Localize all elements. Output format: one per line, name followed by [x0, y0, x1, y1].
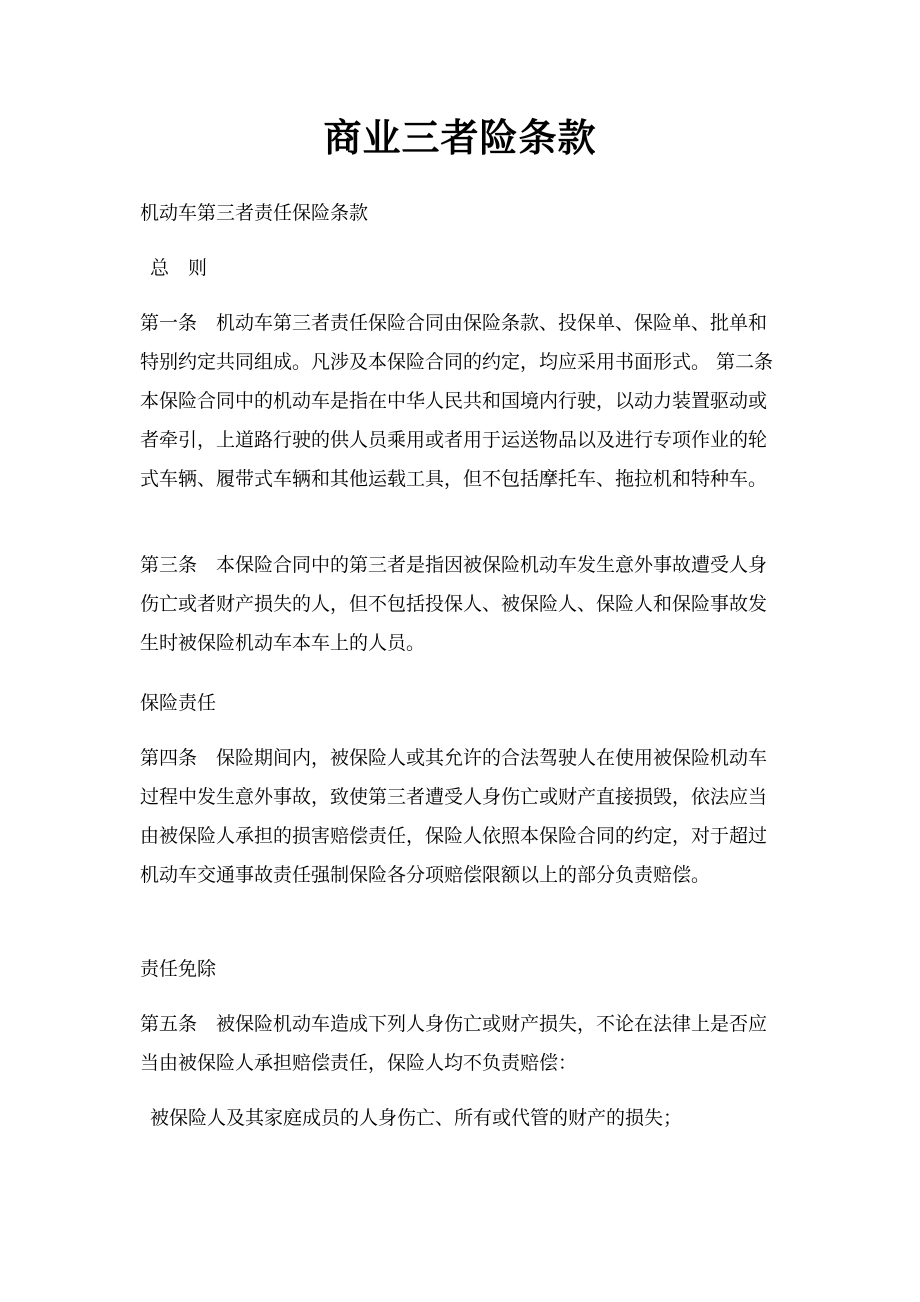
section-heading-liability: 保险责任	[140, 692, 217, 714]
paragraph-article-3: 第三条 本保险合同中的第三者是指因被保险机动车发生意外事故遭受人身伤亡或者财产损失的人，但不包括投保人、被保险人、保险人和保险事故发生时被保险机动车本车上的人员。	[140, 554, 768, 654]
section-heading-exclusions: 责任免除	[140, 958, 217, 980]
paragraph-article-4: 第四条 保险期间内，被保险人或其允许的合法驾驶人在使用被保险机动车过程中发生意外事故，致使第三者遭受人身伤亡或财产直接损毁，依法应当由被保险人承担的损害赔偿责任，保险人依照本保险合同的约定，对于超过机动车交通事故责任强制保险各分项赔偿限额以上的部分负责赔偿。	[140, 747, 768, 886]
paragraph-article-5: 第五条 被保险机动车造成下列人身伤亡或财产损失，不论在法律上是否应当由被保险人承担赔偿责任，保险人均不负责赔偿：	[140, 1013, 768, 1074]
paragraph-exclusion-item: 被保险人及其家庭成员的人身伤亡、所有或代管的财产的损失；	[150, 1107, 683, 1129]
section-heading-policy-name: 机动车第三者责任保险条款	[140, 202, 369, 224]
paragraph-article-1-2: 第一条 机动车第三者责任保险合同由保险条款、投保单、保险单、批单和特别约定共同组成。凡涉及本保险合同的约定，均应采用书面形式。 第二条 本保险合同中的机动车是指在中华人民共和国境内行驶，以动力装置驱动或者牵引，上道路行驶的供人员乘用或者用于运送物品以及进行专项作业的轮式车辆、履带式车辆和其他运载工具，但不包括摩托车、拖拉机和特种车。	[140, 312, 793, 490]
document-title: 商业三者险条款	[323, 115, 597, 160]
section-heading-general: 总 则	[150, 257, 208, 279]
